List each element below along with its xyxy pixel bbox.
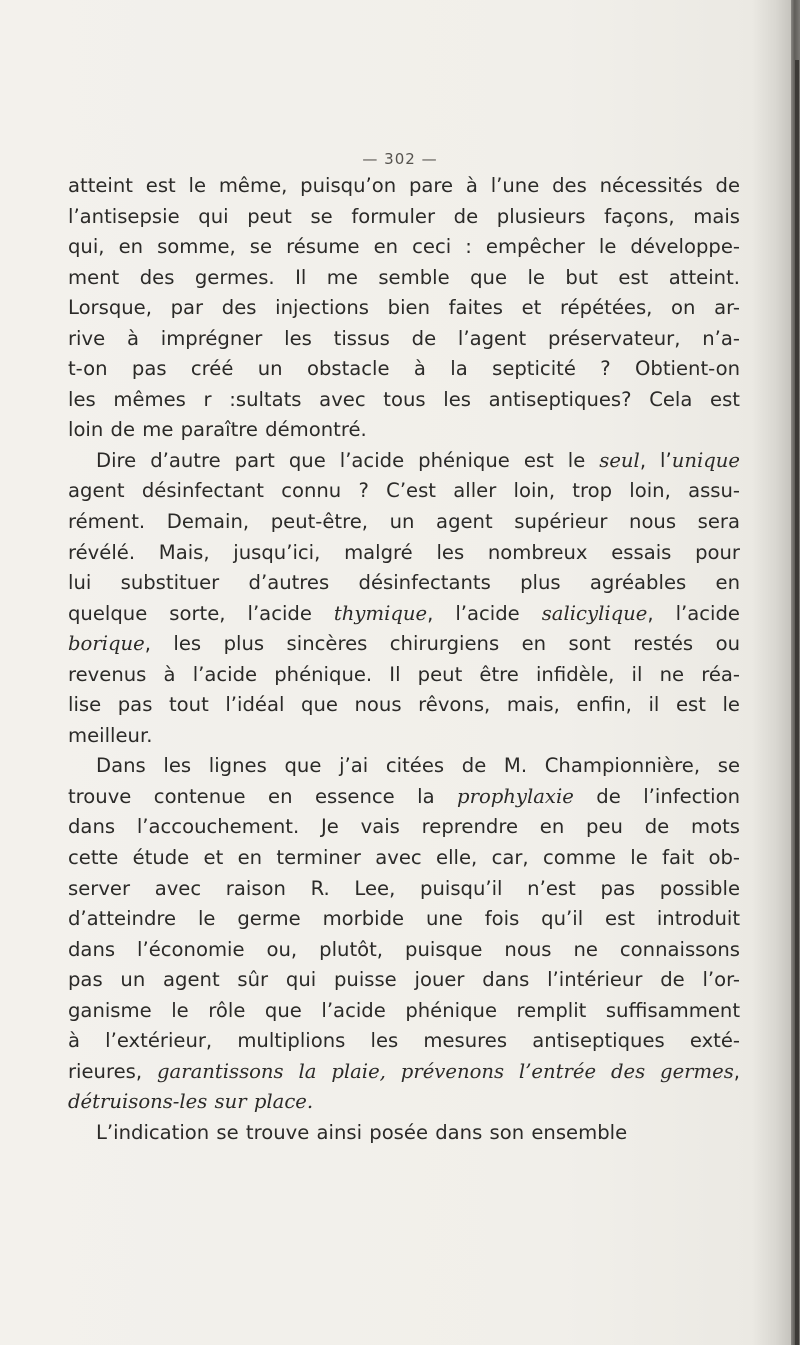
italic-text: détruisons-les sur place. — [68, 1090, 314, 1114]
text-line — [68, 782, 740, 813]
text-line — [68, 202, 740, 233]
text-line — [68, 263, 740, 294]
text-segment: , l’acide — [427, 601, 542, 625]
text-line — [68, 476, 740, 507]
text-line — [68, 1057, 740, 1088]
text-line — [68, 293, 740, 324]
text-segment: quelque sorte, l’acide — [68, 601, 334, 625]
text-segment: t-on pas créé un obstacle à la septicité ? Obtient-on — [68, 357, 740, 381]
text-line — [68, 935, 740, 966]
text-segment: cette étude et en terminer avec elle, car, comme le fait ob- — [68, 846, 740, 870]
text-line — [68, 599, 740, 630]
text-segment: , l’acide — [647, 601, 740, 625]
text-line — [68, 446, 740, 477]
text-segment: rément. Demain, peut-être, un agent supérieur nous sera — [68, 510, 740, 534]
text-segment: meilleur. — [68, 723, 153, 747]
italic-text: borique — [68, 632, 145, 656]
text-line — [68, 996, 740, 1027]
text-line — [68, 385, 740, 416]
text-segment: , — [733, 1059, 740, 1083]
text-segment: agent désinfectant connu ? C’est aller loin, trop loin, assu- — [68, 479, 740, 503]
italic-text: seul — [599, 448, 640, 472]
binding-shadow — [795, 60, 799, 1345]
italic-text: salicylique — [541, 601, 648, 625]
italic-text: unique — [671, 448, 740, 472]
text-segment: rieures, — [68, 1059, 157, 1083]
text-line — [68, 232, 740, 263]
text-segment: , les plus sincères chirurgiens en sont restés ou — [144, 632, 740, 656]
text-segment: dans l’accouchement. Je vais reprendre en peu de mots — [68, 815, 740, 839]
text-segment: dans l’économie ou, plutôt, puisque nous ne connaissons — [68, 937, 740, 961]
text-segment: Dire d’autre part que l’acide phénique est le — [96, 448, 600, 472]
text-segment: de l’infection — [573, 784, 740, 808]
text-segment: lise pas tout l’idéal que nous rêvons, mais, enfin, il est le — [68, 693, 740, 717]
text-segment: Dans les lignes que j’ai citées de M. Championnière, se — [96, 754, 740, 778]
text-segment: pas un agent sûr qui puisse jouer dans l’intérieur de l’or- — [68, 968, 740, 992]
text-segment: les mêmes r :sultats avec tous les antiseptiques? Cela est — [68, 387, 740, 411]
text-line — [68, 1026, 740, 1057]
body-text — [68, 171, 740, 1149]
text-segment: atteint est le même, puisqu’on pare à l’une des nécessités de — [68, 174, 740, 197]
page-number: — 302 — — [362, 150, 438, 168]
text-segment: à l’extérieur, multiplions les mesures antiseptiques exté- — [68, 1029, 740, 1053]
text-line — [68, 415, 740, 446]
text-segment: ment des germes. Il me semble que le but est atteint. — [68, 265, 740, 289]
text-line — [68, 843, 740, 874]
italic-text: thymique — [333, 601, 428, 625]
text-line — [68, 721, 740, 752]
text-line — [68, 1118, 740, 1149]
text-segment: révélé. Mais, jusqu’ici, malgré les nombreux essais pour — [68, 540, 740, 564]
text-line — [68, 965, 740, 996]
text-segment: Lorsque, par des injections bien faites et répétées, on ar- — [68, 296, 740, 320]
text-line — [68, 538, 740, 569]
text-line — [68, 171, 740, 202]
text-line — [68, 660, 740, 691]
text-line — [68, 629, 740, 660]
text-segment: ganisme le rôle que l’acide phénique remplit suffisamment — [68, 998, 740, 1022]
italic-text: prophylaxie — [457, 784, 574, 808]
text-segment: l’antisepsie qui peut se formuler de plusieurs façons, mais — [68, 204, 740, 228]
text-line — [68, 1087, 740, 1118]
text-line — [68, 690, 740, 721]
text-line — [68, 354, 740, 385]
text-segment: loin de me paraître démontré. — [68, 418, 367, 442]
text-line — [68, 568, 740, 599]
text-segment: d’atteindre le germe morbide une fois qu’il est introduit — [68, 907, 740, 931]
text-segment: rive à imprégner les tissus de l’agent préservateur, n’a- — [68, 326, 740, 350]
text-segment: lui substituer d’autres désinfectants plus agréables en — [68, 571, 740, 595]
text-line — [68, 507, 740, 538]
text-line — [68, 874, 740, 905]
text-line — [68, 904, 740, 935]
italic-text: garantissons la plaie, prévenons l’entrée des germes — [156, 1059, 734, 1083]
text-segment: L’indication se trouve ainsi posée dans son ensemble — [96, 1120, 628, 1144]
text-segment: server avec raison R. Lee, puisqu’il n’est pas possible — [68, 876, 740, 900]
text-line — [68, 751, 740, 782]
text-line — [68, 812, 740, 843]
text-line — [68, 324, 740, 355]
text-segment: trouve contenue en essence la — [68, 784, 458, 808]
text-segment: , l’ — [639, 448, 672, 472]
text-segment: revenus à l’acide phénique. Il peut être infidèle, il ne réa- — [68, 662, 740, 686]
text-segment: qui, en somme, se résume en ceci : empêcher le développe- — [68, 235, 740, 259]
